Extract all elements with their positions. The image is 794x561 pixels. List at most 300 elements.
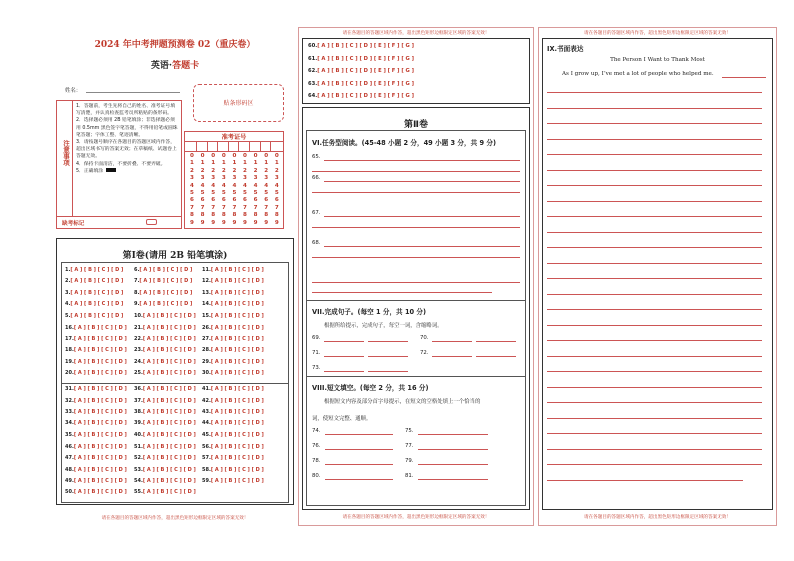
writing-line[interactable] [547, 108, 762, 109]
mc-question-row[interactable] [134, 267, 192, 273]
mc-question-row[interactable] [134, 409, 196, 415]
mc-question-row[interactable] [134, 278, 192, 284]
mc-question-row[interactable] [65, 290, 123, 296]
choice-row-options[interactable]: [ A ] [ B ] [ C ] [ D ] [ E ] [ F ] [ G ] [317, 55, 414, 62]
mc-options[interactable]: [ A ] [ B ] [ C ] [ D ] [142, 336, 196, 342]
exam-no-digit-option[interactable]: 3 [274, 175, 279, 182]
mc-question-row[interactable] [134, 386, 196, 392]
choice-row-options[interactable]: [ A ] [ B ] [ C ] [ D ] [ E ] [ F ] [ G ] [317, 68, 414, 74]
exam-no-digit-option[interactable]: 3 [264, 175, 269, 182]
writing-line[interactable] [547, 201, 762, 202]
mc-question-row[interactable] [65, 359, 127, 365]
mc-options[interactable]: [ A ] [ B ] [ C ] [ D ] [210, 466, 264, 473]
mc-options[interactable]: [ A ] [ B ] [ C ] [ D ] [139, 289, 193, 296]
exam-no-digit-option[interactable]: 9 [200, 219, 205, 226]
writing-line[interactable] [547, 464, 762, 465]
writing-line[interactable] [547, 294, 762, 295]
answer-line[interactable] [312, 282, 520, 283]
writing-line[interactable] [547, 185, 762, 186]
exam-no-digit-option[interactable]: 1 [221, 160, 226, 167]
exam-no-digit-option[interactable]: 2 [264, 167, 269, 174]
answer-line[interactable] [324, 160, 520, 161]
answer-line[interactable] [418, 479, 488, 480]
mc-question-row[interactable] [202, 359, 264, 365]
exam-no-digit-option[interactable]: 0 [243, 153, 247, 159]
section8-number: 77. [405, 443, 414, 449]
choice-row[interactable] [308, 68, 414, 74]
answer-line[interactable] [418, 464, 488, 465]
answer-line[interactable] [312, 292, 492, 293]
mc-options[interactable]: [ A ] [ B ] [ C ] [ D ] [142, 358, 196, 365]
mc-options[interactable]: [ A ] [ B ] [ C ] [ D ] [142, 431, 196, 438]
writing-line[interactable] [547, 170, 762, 171]
exam-no-digit-option[interactable]: 9 [274, 219, 279, 226]
mc-options[interactable]: [ A ] [ B ] [ C ] [ D ] [142, 443, 196, 450]
answer-line[interactable] [324, 246, 520, 247]
choice-row-options[interactable]: [ A ] [ B ] [ C ] [ D ] [ E ] [ F ] [ G ] [317, 80, 414, 87]
answer-line[interactable] [418, 434, 488, 435]
choice-row[interactable] [308, 56, 414, 62]
answer-line[interactable] [325, 434, 393, 435]
exam-no-digit-option[interactable]: 6 [211, 197, 216, 204]
mc-options[interactable]: [ A ] [ B ] [ C ] [ D ] [70, 289, 124, 296]
exam-no-digit-option[interactable]: 8 [190, 212, 194, 219]
mc-question-row[interactable] [134, 325, 196, 331]
exam-no-input-cell[interactable] [198, 142, 208, 151]
exam-no-digit-option[interactable]: 2 [221, 167, 226, 174]
mc-options[interactable]: [ A ] [ B ] [ C ] [ D ] [73, 409, 127, 415]
mc-options[interactable]: [ A ] [ B ] [ C ] [ D ] [73, 358, 127, 365]
mc-question-row[interactable] [134, 432, 196, 438]
mc-question-row[interactable] [202, 267, 264, 273]
answer-line[interactable] [368, 341, 408, 342]
exam-no-digit-option[interactable]: 5 [190, 190, 194, 197]
answer-line[interactable] [312, 171, 520, 172]
exam-no-digit-option[interactable]: 5 [200, 190, 205, 197]
writing-line[interactable] [547, 123, 762, 124]
exam-no-digit-option[interactable]: 7 [253, 204, 258, 211]
mc-options[interactable]: [ A ] [ B ] [ C ] [ D ] [70, 301, 124, 308]
mc-question-row[interactable] [202, 278, 264, 284]
mc-question-row[interactable] [202, 347, 264, 353]
exam-no-digit-option[interactable]: 6 [190, 197, 194, 204]
exam-no-digit-option[interactable]: 7 [243, 204, 247, 211]
mc-options[interactable]: [ A ] [ B ] [ C ] [ D ] [142, 386, 196, 393]
mc-question-row[interactable] [134, 467, 196, 473]
exam-no-digit-option[interactable]: 5 [211, 190, 216, 197]
exam-no-digit-option[interactable]: 7 [190, 204, 194, 211]
exam-no-digit-option[interactable]: 5 [264, 190, 269, 197]
mc-question-row[interactable] [202, 467, 264, 473]
exam-no-digit-option[interactable]: 1 [243, 160, 247, 167]
mc-options[interactable]: [ A ] [ B ] [ C ] [ D ] [210, 358, 264, 365]
answer-line[interactable] [432, 356, 472, 357]
exam-no-digit-option[interactable]: 6 [243, 197, 247, 204]
answer-line[interactable] [312, 257, 520, 258]
exam-no-digit-column[interactable] [199, 153, 207, 227]
mc-question-row[interactable] [134, 347, 196, 353]
exam-no-digit-option[interactable]: 2 [190, 167, 194, 174]
writing-line[interactable] [547, 418, 762, 419]
writing-line[interactable] [547, 325, 762, 326]
exam-no-digit-option[interactable]: 8 [221, 212, 226, 219]
writing-line[interactable] [547, 449, 762, 450]
exam-no-digit-option[interactable]: 7 [221, 204, 226, 211]
mc-question-row[interactable] [202, 301, 264, 307]
mc-question-row[interactable] [65, 370, 127, 376]
exam-no-digit-option[interactable]: 6 [200, 197, 205, 204]
section7-title: VII.完成句子。(每空 1 分，共 10 分) [312, 308, 427, 316]
exam-no-digit-option[interactable]: 6 [232, 197, 237, 204]
exam-no-digit-option[interactable]: 1 [200, 160, 205, 167]
writing-line[interactable] [547, 433, 762, 434]
exam-no-digit-option[interactable]: 5 [253, 190, 258, 197]
mc-question-row[interactable] [134, 336, 196, 342]
exam-no-digit-option[interactable]: 1 [253, 160, 258, 167]
exam-no-digit-column[interactable] [252, 153, 260, 227]
answer-line[interactable] [312, 227, 520, 228]
exam-no-digit-option[interactable]: 4 [190, 182, 194, 189]
writing-line[interactable] [547, 480, 743, 481]
mc-options[interactable]: [ A ] [ B ] [ C ] [ D ] [73, 489, 127, 496]
mc-question-row[interactable] [202, 398, 264, 404]
exam-no-digit-option[interactable]: 7 [264, 204, 269, 211]
mc-question-row[interactable] [202, 444, 264, 450]
exam-no-input-cell[interactable] [251, 142, 261, 151]
exam-no-digit-option[interactable]: 4 [264, 182, 269, 189]
exam-no-digit-option[interactable]: 3 [253, 175, 258, 182]
exam-no-digit-option[interactable]: 3 [232, 175, 237, 182]
writing-line[interactable] [547, 278, 762, 279]
exam-no-digit-option[interactable]: 1 [264, 160, 269, 167]
exam-no-digit-option[interactable]: 3 [190, 175, 194, 182]
exam-no-digit-option[interactable]: 5 [221, 190, 226, 197]
mc-question-row[interactable] [65, 478, 127, 484]
mc-options[interactable]: [ A ] [ B ] [ C ] [ D ] [139, 301, 193, 308]
exam-no-digit-column[interactable] [209, 153, 217, 227]
mc-options[interactable]: [ A ] [ B ] [ C ] [ D ] [210, 370, 264, 377]
mc-options[interactable]: [ A ] [ B ] [ C ] [ D ] [210, 431, 264, 438]
mc-question-row[interactable] [202, 455, 264, 461]
exam-no-digit-option[interactable]: 7 [211, 204, 216, 211]
writing-line[interactable] [547, 232, 762, 233]
exam-no-input-cell[interactable] [208, 142, 218, 151]
exam-no-digit-column[interactable] [230, 153, 238, 227]
mc-options[interactable]: [ A ] [ B ] [ C ] [ D ] [210, 455, 264, 462]
choice-row-number: 63. [308, 80, 318, 87]
exam-no-digit-option[interactable]: 6 [253, 197, 258, 204]
answer-line[interactable] [418, 449, 488, 450]
answer-line[interactable] [432, 341, 472, 342]
exam-no-input-cell[interactable] [229, 142, 239, 151]
mc-options[interactable]: [ A ] [ B ] [ C ] [ D ] [210, 267, 264, 273]
mc-question-row[interactable] [65, 336, 127, 342]
exam-no-digit-option[interactable]: 0 [264, 153, 269, 159]
exam-no-input-cell[interactable] [261, 142, 271, 151]
exam-no-digit-column[interactable] [220, 153, 228, 227]
section6-number: 66. [312, 175, 321, 181]
mc-question-row[interactable] [134, 455, 196, 461]
exam-no-digit-option[interactable]: 0 [200, 153, 205, 159]
mc-options[interactable]: [ A ] [ B ] [ C ] [ D ] [73, 386, 127, 393]
exam-no-digit-option[interactable]: 7 [274, 204, 279, 211]
exam-no-digit-option[interactable]: 9 [264, 219, 269, 226]
mc-question-row[interactable] [202, 386, 264, 392]
mc-options[interactable]: [ A ] [ B ] [ C ] [ D ] [142, 420, 196, 427]
exam-no-digit-option[interactable]: 1 [274, 160, 279, 167]
exam-no-digit-option[interactable]: 3 [211, 175, 216, 182]
answer-line[interactable] [476, 356, 516, 357]
exam-no-digit-option[interactable]: 6 [221, 197, 226, 204]
mc-question-row[interactable] [65, 386, 127, 392]
exam-no-digit-option[interactable]: 4 [211, 182, 216, 189]
mc-question-row[interactable] [65, 409, 127, 415]
writing-line[interactable] [547, 309, 762, 310]
mc-question-row[interactable] [134, 489, 196, 495]
mc-options[interactable]: [ A ] [ B ] [ C ] [ D ] [73, 443, 127, 450]
mc-options[interactable]: [ A ] [ B ] [ C ] [ D ] [73, 478, 127, 484]
mc-options[interactable]: [ A ] [ B ] [ C ] [ D ] [210, 420, 264, 427]
exam-no-digit-option[interactable]: 1 [211, 160, 216, 167]
answer-line[interactable] [324, 341, 364, 342]
mc-options[interactable]: [ A ] [ B ] [ C ] [ D ] [142, 455, 196, 462]
mc-question-number: 23. [134, 347, 143, 354]
mc-question-row[interactable] [134, 444, 196, 450]
writing-line[interactable] [547, 340, 762, 341]
mc-question-row[interactable] [202, 336, 264, 342]
mc-options[interactable]: [ A ] [ B ] [ C ] [ D ] [139, 267, 193, 273]
mc-question-row[interactable] [134, 313, 196, 319]
mc-options[interactable]: [ A ] [ B ] [ C ] [ D ] [210, 478, 264, 484]
exam-no-digit-option[interactable]: 8 [274, 212, 279, 219]
exam-no-digit-option[interactable]: 8 [232, 212, 237, 219]
mc-question-row[interactable] [65, 467, 127, 473]
mc-options[interactable]: [ A ] [ B ] [ C ] [ D ] [210, 301, 264, 308]
exam-no-digit-option[interactable]: 2 [232, 167, 237, 174]
exam-no-digit-option[interactable]: 0 [232, 153, 237, 159]
answer-line[interactable] [324, 181, 520, 182]
writing-line[interactable] [547, 387, 762, 388]
mc-question-row[interactable] [202, 290, 264, 296]
exam-no-digit-option[interactable]: 4 [200, 182, 205, 189]
answer-line[interactable] [325, 449, 393, 450]
writing-line[interactable] [547, 216, 762, 217]
choice-row[interactable] [308, 81, 414, 87]
mc-question-row[interactable] [65, 278, 123, 284]
mc-options[interactable]: [ A ] [ B ] [ C ] [ D ] [73, 431, 127, 438]
mc-options[interactable]: [ A ] [ B ] [ C ] [ D ] [70, 312, 124, 319]
writing-line[interactable] [547, 402, 762, 403]
answer-line[interactable] [312, 192, 520, 193]
answer-line[interactable] [368, 371, 408, 372]
mc-question-row[interactable] [134, 359, 196, 365]
exam-no-digit-option[interactable]: 4 [221, 182, 226, 189]
exam-no-digit-option[interactable]: 7 [232, 204, 237, 211]
mc-options[interactable]: [ A ] [ B ] [ C ] [ D ] [73, 324, 127, 331]
exam-no-digit-column[interactable] [188, 153, 196, 227]
exam-no-digit-option[interactable]: 9 [190, 219, 194, 226]
exam-no-digit-option[interactable]: 2 [243, 167, 247, 174]
mc-question-row[interactable] [65, 420, 127, 426]
mc-options[interactable]: [ A ] [ B ] [ C ] [ D ] [142, 409, 196, 415]
choice-row-options[interactable]: [ A ] [ B ] [ C ] [ D ] [ E ] [ F ] [ G ] [317, 43, 414, 49]
answer-line[interactable] [325, 479, 393, 480]
exam-no-digit-option[interactable]: 8 [253, 212, 258, 219]
mc-options[interactable]: [ A ] [ B ] [ C ] [ D ] [210, 312, 264, 319]
exam-no-digit-option[interactable]: 8 [243, 212, 247, 219]
exam-no-digit-option[interactable]: 8 [200, 212, 205, 219]
exam-no-digit-option[interactable]: 3 [200, 175, 205, 182]
exam-no-digit-option[interactable]: 7 [200, 204, 205, 211]
mc-question-row[interactable] [134, 398, 196, 404]
mc-options[interactable]: [ A ] [ B ] [ C ] [ D ] [210, 278, 264, 285]
exam-no-digit-option[interactable]: 0 [221, 153, 226, 159]
exam-no-digit-option[interactable]: 2 [211, 167, 216, 174]
exam-no-digit-option[interactable]: 0 [211, 153, 216, 159]
mc-question-row[interactable] [134, 420, 196, 426]
mc-question-row[interactable] [202, 325, 264, 331]
exam-no-input-cell[interactable] [219, 142, 229, 151]
exam-no-digit-option[interactable]: 0 [190, 153, 194, 159]
exam-no-digit-option[interactable]: 8 [264, 212, 269, 219]
exam-no-digit-option[interactable]: 2 [200, 167, 205, 174]
exam-no-input-cell[interactable] [187, 142, 197, 151]
exam-no-digit-option[interactable]: 9 [253, 219, 258, 226]
exam-no-digit-option[interactable]: 4 [243, 182, 247, 189]
mc-question-row[interactable] [134, 478, 196, 484]
mc-options[interactable]: [ A ] [ B ] [ C ] [ D ] [142, 347, 196, 354]
exam-no-digit-option[interactable]: 9 [211, 219, 216, 226]
mc-options[interactable]: [ A ] [ B ] [ C ] [ D ] [142, 324, 196, 331]
mc-options[interactable]: [ A ] [ B ] [ C ] [ D ] [73, 466, 127, 473]
mc-options[interactable]: [ A ] [ B ] [ C ] [ D ] [73, 336, 127, 342]
exam-no-digit-option[interactable]: 6 [264, 197, 269, 204]
mc-options[interactable]: [ A ] [ B ] [ C ] [ D ] [70, 278, 124, 285]
exam-no-digit-option[interactable]: 9 [232, 219, 237, 226]
exam-no-digit-option[interactable]: 8 [211, 212, 216, 219]
mc-options[interactable]: [ A ] [ B ] [ C ] [ D ] [142, 370, 196, 377]
exam-no-digit-option[interactable]: 5 [232, 190, 237, 197]
exam-no-digit-option[interactable]: 9 [243, 219, 247, 226]
mc-question-row[interactable] [202, 313, 264, 319]
mc-options[interactable]: [ A ] [ B ] [ C ] [ D ] [210, 397, 264, 404]
mc-question-row[interactable] [134, 301, 192, 307]
exam-no-digit-option[interactable]: 2 [253, 167, 258, 174]
exam-no-digit-column[interactable] [273, 153, 281, 227]
answer-line[interactable] [324, 356, 364, 357]
mc-question-row[interactable] [202, 432, 264, 438]
mc-options[interactable]: [ A ] [ B ] [ C ] [ D ] [210, 336, 264, 342]
name-line[interactable] [86, 92, 180, 93]
exam-no-digit-option[interactable]: 4 [253, 182, 258, 189]
writing-line[interactable] [547, 139, 762, 140]
mc-question-row[interactable] [65, 325, 127, 331]
mc-options[interactable]: [ A ] [ B ] [ C ] [ D ] [73, 397, 127, 404]
mc-options[interactable]: [ A ] [ B ] [ C ] [ D ] [210, 443, 264, 450]
mc-options[interactable]: [ A ] [ B ] [ C ] [ D ] [142, 478, 196, 484]
mc-options[interactable]: [ A ] [ B ] [ C ] [ D ] [210, 289, 264, 296]
mc-question-row[interactable] [65, 301, 123, 307]
exam-no-digit-option[interactable]: 2 [274, 167, 279, 174]
mc-question-row[interactable] [134, 370, 196, 376]
absent-checkbox[interactable] [146, 219, 157, 225]
mc-options[interactable]: [ A ] [ B ] [ C ] [ D ] [210, 409, 264, 415]
exam-no-input-cell[interactable] [272, 142, 282, 151]
mc-options[interactable]: [ A ] [ B ] [ C ] [ D ] [210, 386, 264, 393]
mc-options[interactable]: [ A ] [ B ] [ C ] [ D ] [142, 489, 196, 496]
mc-options[interactable]: [ A ] [ B ] [ C ] [ D ] [73, 420, 127, 427]
mc-question-row[interactable] [65, 489, 127, 495]
exam-no-digit-option[interactable]: 5 [243, 190, 247, 197]
writing-line[interactable] [547, 247, 762, 248]
mc-question-row[interactable] [65, 444, 127, 450]
exam-no-digit-option[interactable]: 0 [274, 153, 279, 159]
mc-options[interactable]: [ A ] [ B ] [ C ] [ D ] [142, 466, 196, 473]
answer-line[interactable] [368, 356, 408, 357]
mc-options[interactable]: [ A ] [ B ] [ C ] [ D ] [139, 278, 193, 285]
exam-no-digit-option[interactable]: 6 [274, 197, 279, 204]
writing-line[interactable] [547, 371, 762, 372]
answer-line[interactable] [324, 216, 520, 217]
exam-no-digit-option[interactable]: 3 [221, 175, 226, 182]
choice-row[interactable] [308, 43, 414, 49]
card-label: 答题卡 [172, 61, 200, 71]
exam-no-digit-option[interactable]: 1 [232, 160, 237, 167]
mc-options[interactable]: [ A ] [ B ] [ C ] [ D ] [73, 347, 127, 354]
mc-options[interactable]: [ A ] [ B ] [ C ] [ D ] [73, 370, 127, 377]
exam-no-digit-option[interactable]: 3 [243, 175, 247, 182]
answer-line[interactable] [325, 464, 393, 465]
exam-no-digit-option[interactable]: 1 [190, 160, 194, 167]
writing-line[interactable] [547, 154, 762, 155]
mc-question-row[interactable] [202, 409, 264, 415]
exam-no-digit-option[interactable]: 0 [253, 153, 258, 159]
choice-row-options[interactable]: [ A ] [ B ] [ C ] [ D ] [ E ] [ F ] [ G ] [317, 93, 414, 99]
mc-question-row[interactable] [65, 455, 127, 461]
mc-question-row[interactable] [202, 478, 264, 484]
writing-line[interactable] [547, 263, 762, 264]
warning-mid-bottom: 请在各题目的答题区域内作答，超出黑色矩形边框限定区域的答案无效！ [342, 515, 490, 520]
writing-line[interactable] [547, 356, 762, 357]
mc-options[interactable]: [ A ] [ B ] [ C ] [ D ] [73, 455, 127, 462]
mc-question-row[interactable] [65, 267, 123, 273]
mc-question-row[interactable] [65, 432, 127, 438]
choice-row[interactable] [308, 93, 414, 99]
mc-options[interactable]: [ A ] [ B ] [ C ] [ D ] [70, 267, 124, 273]
mc-question-row[interactable] [202, 420, 264, 426]
mc-question-row[interactable] [65, 347, 127, 353]
exam-no-digit-option[interactable]: 4 [274, 182, 279, 189]
answer-line[interactable] [476, 341, 516, 342]
writing-line[interactable] [722, 77, 766, 78]
mc-options[interactable]: [ A ] [ B ] [ C ] [ D ] [142, 397, 196, 404]
mc-question-row[interactable] [134, 290, 192, 296]
mc-question-row[interactable] [65, 313, 123, 319]
exam-no-digit-option[interactable]: 5 [274, 190, 279, 197]
exam-no-digit-column[interactable] [241, 153, 249, 227]
exam-no-digit-column[interactable] [262, 153, 270, 227]
mc-question-row[interactable] [65, 398, 127, 404]
mc-options[interactable]: [ A ] [ B ] [ C ] [ D ] [210, 347, 264, 354]
exam-no-input-cell[interactable] [240, 142, 250, 151]
mc-options[interactable]: [ A ] [ B ] [ C ] [ D ] [142, 312, 196, 319]
mc-question-row[interactable] [202, 370, 264, 376]
answer-line[interactable] [324, 371, 364, 372]
mc-options[interactable]: [ A ] [ B ] [ C ] [ D ] [210, 324, 264, 331]
exam-no-digit-option[interactable]: 4 [232, 182, 237, 189]
exam-no-digit-option[interactable]: 9 [221, 219, 226, 226]
writing-line[interactable] [547, 92, 762, 93]
